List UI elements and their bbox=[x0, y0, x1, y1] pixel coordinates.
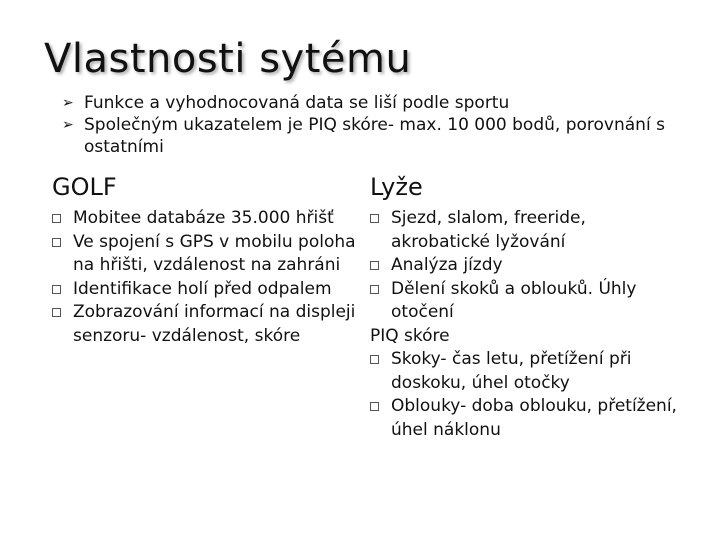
lyze-item-text: Dělení skoků a oblouků. Úhly otočení bbox=[391, 278, 637, 322]
piq-item bbox=[370, 348, 690, 395]
golf-item bbox=[52, 231, 362, 278]
square-bullet-icon bbox=[52, 308, 61, 317]
golf-item bbox=[52, 207, 362, 231]
square-bullet-icon bbox=[52, 214, 61, 223]
lyze-item bbox=[370, 207, 690, 254]
lyze-item bbox=[370, 278, 690, 325]
intro-list bbox=[62, 92, 702, 158]
intro-item bbox=[62, 114, 702, 158]
piq-item-text: Oblouky- doba oblouku, přetížení, úhel náklonu bbox=[391, 396, 677, 440]
golf-item-text: Mobitee databáze 35.000 hřišť bbox=[73, 208, 334, 228]
square-bullet-icon bbox=[370, 261, 379, 270]
lyze-item bbox=[370, 254, 690, 278]
golf-item bbox=[52, 301, 362, 348]
lyze-column bbox=[370, 172, 690, 442]
slide-title: Vlastnosti sytému bbox=[44, 36, 412, 82]
intro-item-text: Společným ukazatelem je PIQ skóre- max. 10 000 bodů, porovnání s ostatními bbox=[84, 115, 665, 157]
golf-item-text: Identifikace holí před odpalem bbox=[73, 278, 332, 299]
piq-item-text: Skoky- čas letu, přetížení při doskoku, úhel otočky bbox=[391, 349, 632, 393]
square-bullet-icon bbox=[52, 285, 61, 294]
golf-item bbox=[52, 278, 362, 302]
golf-item-text: Ve spojení s GPS v mobilu poloha na hřišti, vzdálenost na zahráni bbox=[73, 231, 356, 275]
lyze-item-text: Analýza jízdy bbox=[391, 255, 503, 275]
golf-item-text: Zobrazování informací na displeji senzoru- vzdálenost, skóre bbox=[73, 302, 356, 346]
intro-item-text: Funkce a vyhodnocovaná data se liší podle sportu bbox=[84, 93, 510, 113]
intro-item bbox=[62, 92, 702, 114]
square-bullet-icon bbox=[370, 402, 379, 411]
square-bullet-icon bbox=[52, 238, 61, 247]
square-bullet-icon bbox=[370, 355, 379, 364]
arrow-bullet-icon: ➢ bbox=[62, 117, 74, 133]
golf-column bbox=[52, 172, 362, 348]
square-bullet-icon bbox=[370, 285, 379, 294]
piq-subheading: PIQ skóre bbox=[370, 325, 450, 346]
lyze-item-text: Sjezd, slalom, freeride, akrobatické lyžování bbox=[391, 208, 586, 252]
arrow-bullet-icon: ➢ bbox=[62, 95, 74, 111]
golf-heading: GOLF bbox=[52, 173, 117, 201]
square-bullet-icon bbox=[370, 214, 379, 223]
piq-item bbox=[370, 395, 690, 442]
lyze-heading: Lyže bbox=[370, 173, 423, 201]
